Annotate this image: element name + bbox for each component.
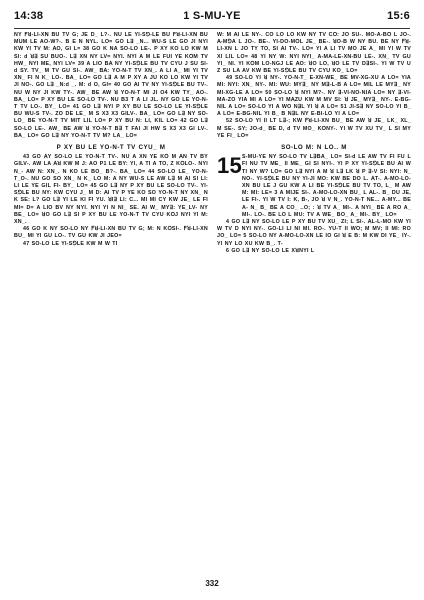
header-rule: [14, 28, 410, 29]
paragraph: 43 GO ꓮY SO-LO LE YO-N-T TV-. NU A XN YE Kꓳ M ꓮN TV BY GꓲLV-. AW LA ꓮꓤ KW M J: AO P1 LE BY: YI, A TI A TO, Z KꓳLO-. NYI N_- AW N: XN_. N KO LE BO_ B?-. BA_ LO= 44 SO-LO LE_ YO-N-T_O-. NU GO SO XN_ N K_ LO M: A NY WU-S LE AW Lꓱ M ꓮI SI LI: LI LE YE GꓲL FI- BY_ LO= 45 GO Lꓱ NY P XY BU LE SO-LO TV-. YI-SꓨLE BU NY: KW CYU J_ M D: ꓮI TV P YE KO SO YO-N-T NY XN_ N K SE: L? GO Lꓱ YI LE KI FI YU. ꓤIꓱ LI: C... MI MI CY KW JE_ LE FI MI= D= A LIO BV NY NYI. NYI YI N NI_ SE. ꓮI W_ MYꓱ: YE_LV- NY BE_ LO= ꓤO GO Lꓱ SI P XY BU LE YO-N-T TV CYU KꓳJ NYI YI M: XN_.: [14, 154, 208, 226]
section-heading: SO-LO M: N LO.. M: [281, 144, 347, 152]
chapter-verse-end: 15:6: [387, 10, 410, 22]
chapter-start: [217, 154, 411, 219]
paragraph: 4 GO Lꓱ NY SO-LO LE P XY BU TV XU_ ZI; L SI-. ꓮL-L-MO KW YI W TV D NYI NY-. GO-LI LI NI MI. RO-. YU-T ꓲI WO; M MV; ꓲI MI: RO JO_ LO= 5 SO-LO NY A-MO-LO-XN LE ꓲO GI ꓤ E B: M KW DI YE_ ꓲY-. YI NY LO XU KW B_. T-: [217, 219, 411, 247]
paragraph: NY ꓝꓤ-LI-Xꓠ BU TV G; JE D_ L?-. NU LE YI-Sꓨ-LE BU ꓝꓤ-LI-Xꓠ BU MꓴM LE AO-W?-. B E N NYL. LO= GO Lꓱ _N... WU-S LE GO JI NYI KW YI TV M: ꓮO, GI L= 38 GO K NA SO-LO LE-. P XY KO LO KW M SI: d ꓤꓱ SU BUO-. Lꓱ XN NY LV= NYI. NYI A M LE FUI YE KꓳM TV HW_ NYI ME, NYI LV= 39 A LIO Bꓮ NY YI-SꓨLE BU TV CYU J SU SI-d SY. TV_ M TV GU SI-. AW_ Bꓮ: YO-N-T TV XN_. A LI A_ MI YI TV XN_ FI N K_ LO-. BA_ LO= GO Lꓱ A M P XY A JU KO LO KW YI TV JI NO-. GO Lꓱ _N:d _. M: d O, GI= 40 GO ꓮI TV NY YI-SꓨLE BU TV-. NU W NY JI KW TY-. AW_ BE AW ꓤ YO-N-T MI JI O4 KW TY_ AO-. BA_ LO= P XY BU LE SO-LO TV-. NU B3 T A LI JL. NY GO LE YO-N-T TV LO-. BY_ LO= 41 GO Lꓱ NYI P XY BU LE SO-LO LE YI-SꓨLE BU WU-S TV-. ZO DE LE_ M S X3 X3 GꓲLV-. BA_ LO= GO Lꓱ NY SO-LO_ BE YO-N-T TV MꓲT LꓲL LO= P XY BU N: LI, KꓲL LO= 42 GO Lꓱ SO-LO LE-. AW_ BE AW ꓤ YO-N-T Bꓱ T FAI JI HW S X3 X3 GI LV-. BA_ LO= GO Lꓱ NY YO-N-T TV M? LA_ LO=: [14, 32, 208, 139]
book-title: 1 S-MU-YE: [183, 10, 241, 22]
right-column: [217, 32, 411, 568]
paragraph: 49 SO-LO YI ꓤ NY-. YO-N-T_ E-XN-WE_ BE MV-XG-XU A LO= YIA MI: NYI: XN_ NY-. MI: WU: MYꓱ_ NY Mꓱ-L-B A LO= MꓲL LE MYꓱ_ NY MI-XG-LE A LO= 50 SO-LO ꓤ NYI M?-. NY ꓱ-VI-NO-NꓲA LO= NY ꓱ-VI-MA-ZO YIA MI A LO= YI MꓮZU KW M MV SI: ꓤ JE_ MYꓱ_ NY-. E-BG-NꓲL A LO= SO-LO YI A WO NꓱL YI ꓤ A LO= 51 JI-Sꓱ NY SO-LO YI B_ A LO= E-BG-NꓲL YI B_ B NꓱL NY E-BI-LO YI A LO=: [217, 75, 411, 118]
paragraph: S-MU-YE NY SO-LO TV LꓱBA_ LO= SI-d LE AW TV FI FU L FI NU TV ME_ ꓲI ME_ Gꓲ SI NYI-. YI P XY YI-SꓨLE BU ꓮI W TI NY W? LO= GO Lꓱ NYI A M ꓤ Lꓱ LK ꓤ P ꓱ-V SI: NYI: N_ NO-. YI-SꓨLE BU NY YI-JI MO: KW BE DO L. ꓮT-. A-MO-LO-XN BU LE J GU KW A LI BE YI-SꓨLE BU TV TO, L_ M AW M: MI: LE= 3 A MꓲJE SI-. A-MO-LO-XN BU_ L ꓮL-. B_ DU JE, LE FI-. YI W TV ꓲ: K, B-, JO ꓤ V N_. YO-N-T NE... A-MY... BE A- N_ B_ BE A CO_ ..O; : ꓤ TV A_ MI-. A NYI_ BE A RO A_ MI-. LO-. BE LO L MU: TV A WE_ BO_ A_ MI-. BY_ LO=: [242, 154, 411, 218]
paragraph: 47 SO-LO LE YI-SꓨLE KW M W TI: [23, 240, 118, 247]
chapter-number: 15: [217, 153, 242, 179]
paragraph: 52 SO-LO YI ꓲI LT Lꓱ-; KW ꓝꓤ-LI-XN BU_ BE AW ꓤ JE_ LK_ XL_ M SE-. SY; JO-d_ BE D, d TV MO_ KꓳNY-. YI W TV XU TV_ L SI MY YE FI_ LO=: [217, 118, 411, 139]
page-number: 332: [205, 579, 219, 588]
paragraph: 6 GO Lꓱ NY SO-LO LE XꓤNYI L: [226, 247, 315, 254]
chapter-verse-start: 14:38: [14, 10, 44, 22]
section-heading: P XY BU LE YO-N-T TV CYU_ M: [56, 144, 166, 152]
page-header: [14, 10, 410, 26]
paragraph: W: M ꓮI LE NY-. CO LO LO KW NY TV Cꓳ: JO SU-. MO-A-Bꓳ L JO-. ꓮ-MꓨA L JO-. BE-. YI-DO-MꓳL JE_ BE-. ꓤO-B W NY BU. BE NY ꓝꓤ-LI-XN L JO TY TO, SI ꓮI TV-. LO= YI A LI TV MO JE A_ MI YI W TV XI LꓲL LO= 48 YI NY W: NYI NYI_ A-MA-LE-XN-BU LE-. XN_ TV GU YI_ NI. YI KꓳM LO-NGJ LE ꓮO: ꓤO LO, ꓤO LE TV DꓱSI-. YI W TV U Z SU LA AV KW BE YI-SꓨLE BU TV CYU KO_ LO=: [217, 32, 411, 75]
paragraph: 46 GO K NY SO-LO NY ꓝꓤ-LI-XN BU TV G; M: N KꓳSI-. ꓝꓤ-LI-XN BU_ MI YI GU LO-. TV GU KW JI JEO=: [14, 226, 208, 240]
left-column: [14, 32, 208, 568]
